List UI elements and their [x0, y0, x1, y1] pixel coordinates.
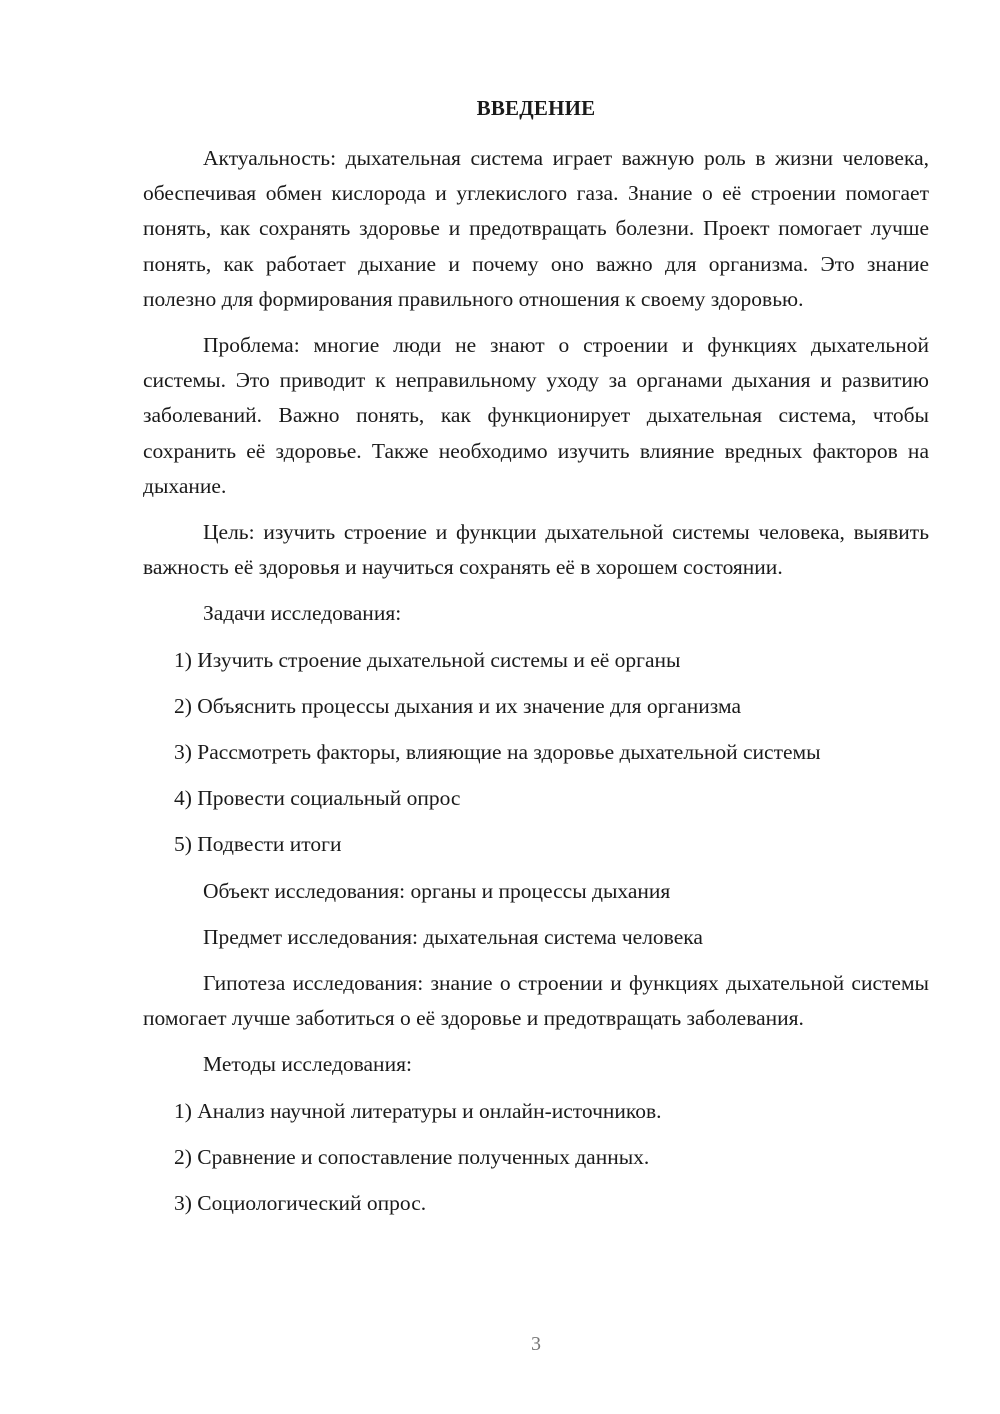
section-title: ВВЕДЕНИЕ [476, 96, 596, 120]
hypothesis-paragraph: Гипотеза исследования: знание о строении и функциях дыхательной системы помогает лучше заботиться о её здоровье и предотвращать заболевания. [143, 971, 929, 1031]
method-item: 3) Социологический опрос. [174, 1191, 427, 1216]
task-item: 2) Объяснить процессы дыхания и их значение для организма [174, 693, 741, 718]
relevance-paragraph: Актуальность: дыхательная система играет важную роль в жизни человека, обеспечивая обмен кислорода и углекислого газа. Знание о её строении помогает понять, как сохранять здоровье и предотвращать болезни. Проект помогает лучше понять, как работает дыхание и почему оно важно для организма. Это знание полезно для формирования правильного отношения к своему здоровью. [143, 146, 929, 311]
page-number: 3 [531, 1333, 541, 1355]
research-subject: Предмет исследования: дыхательная система человека [203, 924, 703, 949]
task-item: 3) Рассмотреть факторы, влияющие на здоровье дыхательной системы [174, 740, 821, 765]
method-item: 2) Сравнение и сопоставление полученных данных. [174, 1144, 650, 1169]
task-item: 4) Провести социальный опрос [174, 786, 461, 811]
document-body [143, 141, 929, 1221]
goal-paragraph: Цель: изучить строение и функции дыхательной системы человека, выявить важность её здоровья и научиться сохранять её в хорошем состоянии. [143, 520, 929, 580]
task-item: 1) Изучить строение дыхательной системы и её органы [174, 647, 681, 672]
tasks-list [143, 643, 929, 863]
methods-heading: Методы исследования: [203, 1052, 412, 1077]
tasks-heading: Задачи исследования: [203, 601, 402, 626]
methods-list [143, 1094, 929, 1222]
task-item: 5) Подвести итоги [174, 832, 342, 857]
method-item: 1) Анализ научной литературы и онлайн-источников. [174, 1098, 662, 1123]
problem-paragraph: Проблема: многие люди не знают о строении и функциях дыхательной системы. Это приводит к неправильному уходу за органами дыхания и развитию заболеваний. Важно понять, как функционирует дыхательная система, чтобы сохранить её здоровье. Также необходимо изучить влияние вредных факторов на дыхание. [143, 333, 929, 498]
research-object: Объект исследования: органы и процессы дыхания [203, 878, 671, 903]
